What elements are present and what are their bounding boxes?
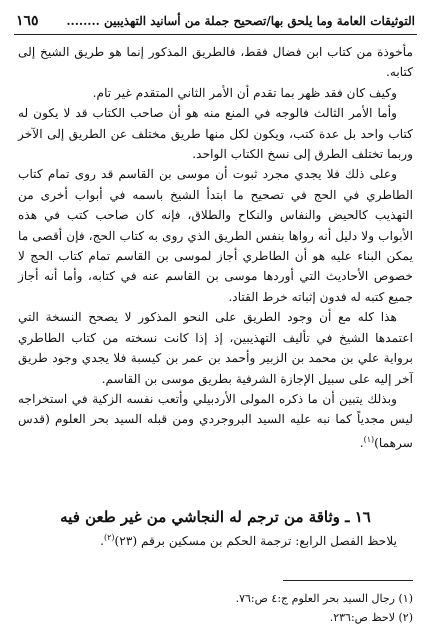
page-number: ١٦٥ (16, 13, 39, 29)
running-header (16, 12, 415, 30)
running-title: التوثيقات العامة وما يلحق بها/تصحيح جملة من أسانيد التهذيبين ........ (66, 14, 415, 28)
paragraph: هذا كله مع أن وجود الطريق على النحو المذكور لا يصحح النسخة التي اعتمدها الشيخ في تأليف التهذيبين، إذ إذا كانت نسخته من كتاب الطاطري برواية علي بن محمد بن الزبير وأحمد بن عمر بن كيسبة فلا يجدي وجود طريق آخر إليه على سبيل الإجازة الشرفية بطريق موسى بن القاسم. (18, 310, 413, 386)
paragraph: وكيف كان فقد ظهر بما تقدم أن الأمر الثاني المتقدم غير تام. (92, 85, 397, 100)
paragraph: وأما الأمر الثالث فالوجه في المنع منه هو أن صاحب الكتاب قد لا يكون له كتاب واحد بل عدة كتب، ويكون لكل منها طريق مختلف عن الطريق إلى الآخر وربما تختلف الطرق إلى نسخ الكتاب الواحد. (18, 106, 413, 162)
paragraph: وبذلك يتبين أن ما ذكره المولى الأردبيلي وأتعب نفسه الزكية في استخراجه ليس مجدياً كما نبه عليه السيد البروجردي ومن قبله السيد بحر العلوم (قدس سرهما)$^{(١)}$. (18, 391, 413, 450)
footnote-ref[interactable]: (١) (363, 434, 375, 444)
header-divider (14, 34, 417, 35)
paragraph: مأخوذة من كتاب ابن فضال فقط، فالطريق المذكور إنما هو طريق الشيخ إلى كتابه. (18, 45, 413, 80)
footnotes (18, 589, 413, 627)
body-text (18, 42, 413, 453)
footnote-divider (283, 580, 413, 581)
section-text: يلاحظ الفصل الرابع: ترجمة الحكم بن مسكين برقم (٢٣)$^{(٢)}$. (100, 533, 397, 549)
footnote-ref[interactable]: (٢) (103, 533, 115, 542)
footnote: (١) رجال السيد بحر العلوم ج:٤ ص:٧٦. (235, 592, 413, 605)
section-line-text: يلاحظ الفصل الرابع: ترجمة الحكم بن مسكين برقم (٢٣) (114, 534, 397, 549)
footnote: (٢) لاحظ ص:٢٣٦. (329, 611, 413, 624)
section-heading: ١٦ ـ وثاقة من ترجم له النجاشي من غير طعن فيه (60, 508, 371, 526)
paragraph-text: وبذلك يتبين أن ما ذكره المولى الأردبيلي وأتعب نفسه الزكية في استخراجه ليس مجدياً كما نبه عليه السيد البروجردي ومن قبله السيد بحر العلوم (قدس سرهما) (18, 391, 413, 450)
paragraph: وعلى ذلك فلا يجدي مجرد ثبوت أن موسى بن القاسم قد روى تمام كتاب الطاطري في الحج في تصحيح ما ابتدأ الشيخ باسمه في أبواب أخرى من التهذيب كالحيض والنفاس والنكاح والطلاق، فإنه كان صاحب كتب في هذه الأبواب ولا دليل أنه رواها بنفس الطريق الذي روى به كتاب الحج، فإن أقصى ما يمكن البناء عليه هو أن الطاطري أجاز لموسى بن القاسم تمام كتاب الحج لا خصوص الأحاديث التي أوردها موسى بن القاسم عنه في كتابه، وأما أنه أجاز جميع كتبه له فدون إثباته خرط القتاد. (18, 167, 413, 304)
